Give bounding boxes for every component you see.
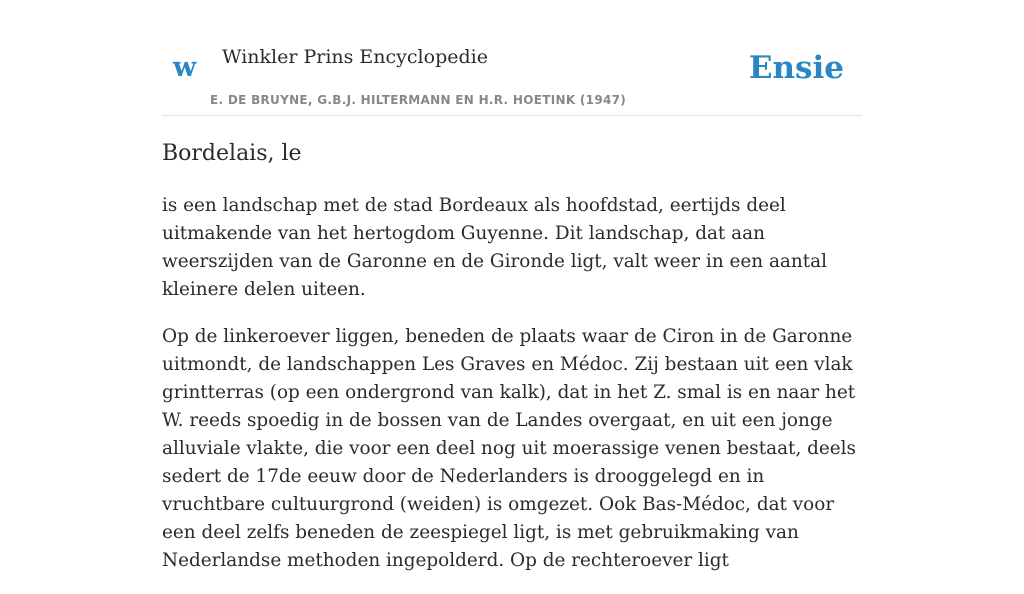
ensie-logo[interactable]: Ensie: [748, 50, 844, 86]
article: [162, 138, 862, 594]
source-byline: E. DE BRUYNE, G.B.J. HILTERMANN EN H.R. HOETINK (1947): [210, 93, 627, 107]
site-header: [162, 40, 862, 116]
article-title: Bordelais, le: [162, 141, 302, 166]
winkler-prins-logo[interactable]: w: [173, 52, 197, 83]
source-title[interactable]: Winkler Prins Encyclopedie: [222, 46, 488, 68]
article-paragraph: Op de linkeroever liggen, beneden de plaats waar de Ciron in de Garonne uitmondt, de landschappen Les Graves en Médoc. Zij bestaan uit een vlak grintterras (op een ondergrond van kalk), dat in het Z. smal is en naar het W. reeds spoedig in de bossen van de Landes overgaat, en uit een jonge alluviale vlakte, die voor een deel nog uit moerassige venen bestaat, deels sedert de 17de eeuw door de Nederlanders is drooggelegd en in vruchtbare cultuurgrond (weiden) is omgezet. Ook Bas-Médoc, dat voor een deel zelfs beneden de zeespiegel ligt, is met gebruikmaking van Nederlandse methoden ingepolderd. Op de rechteroever ligt: [162, 326, 856, 571]
article-paragraph: is een landschap met de stad Bordeaux als hoofdstad, eertijds deel uitmakende van het hertogdom Guyenne. Dit landschap, dat aan weerszijden van de Garonne en de Gironde ligt, valt weer in een aantal kleinere delen uiteen.: [162, 195, 827, 300]
